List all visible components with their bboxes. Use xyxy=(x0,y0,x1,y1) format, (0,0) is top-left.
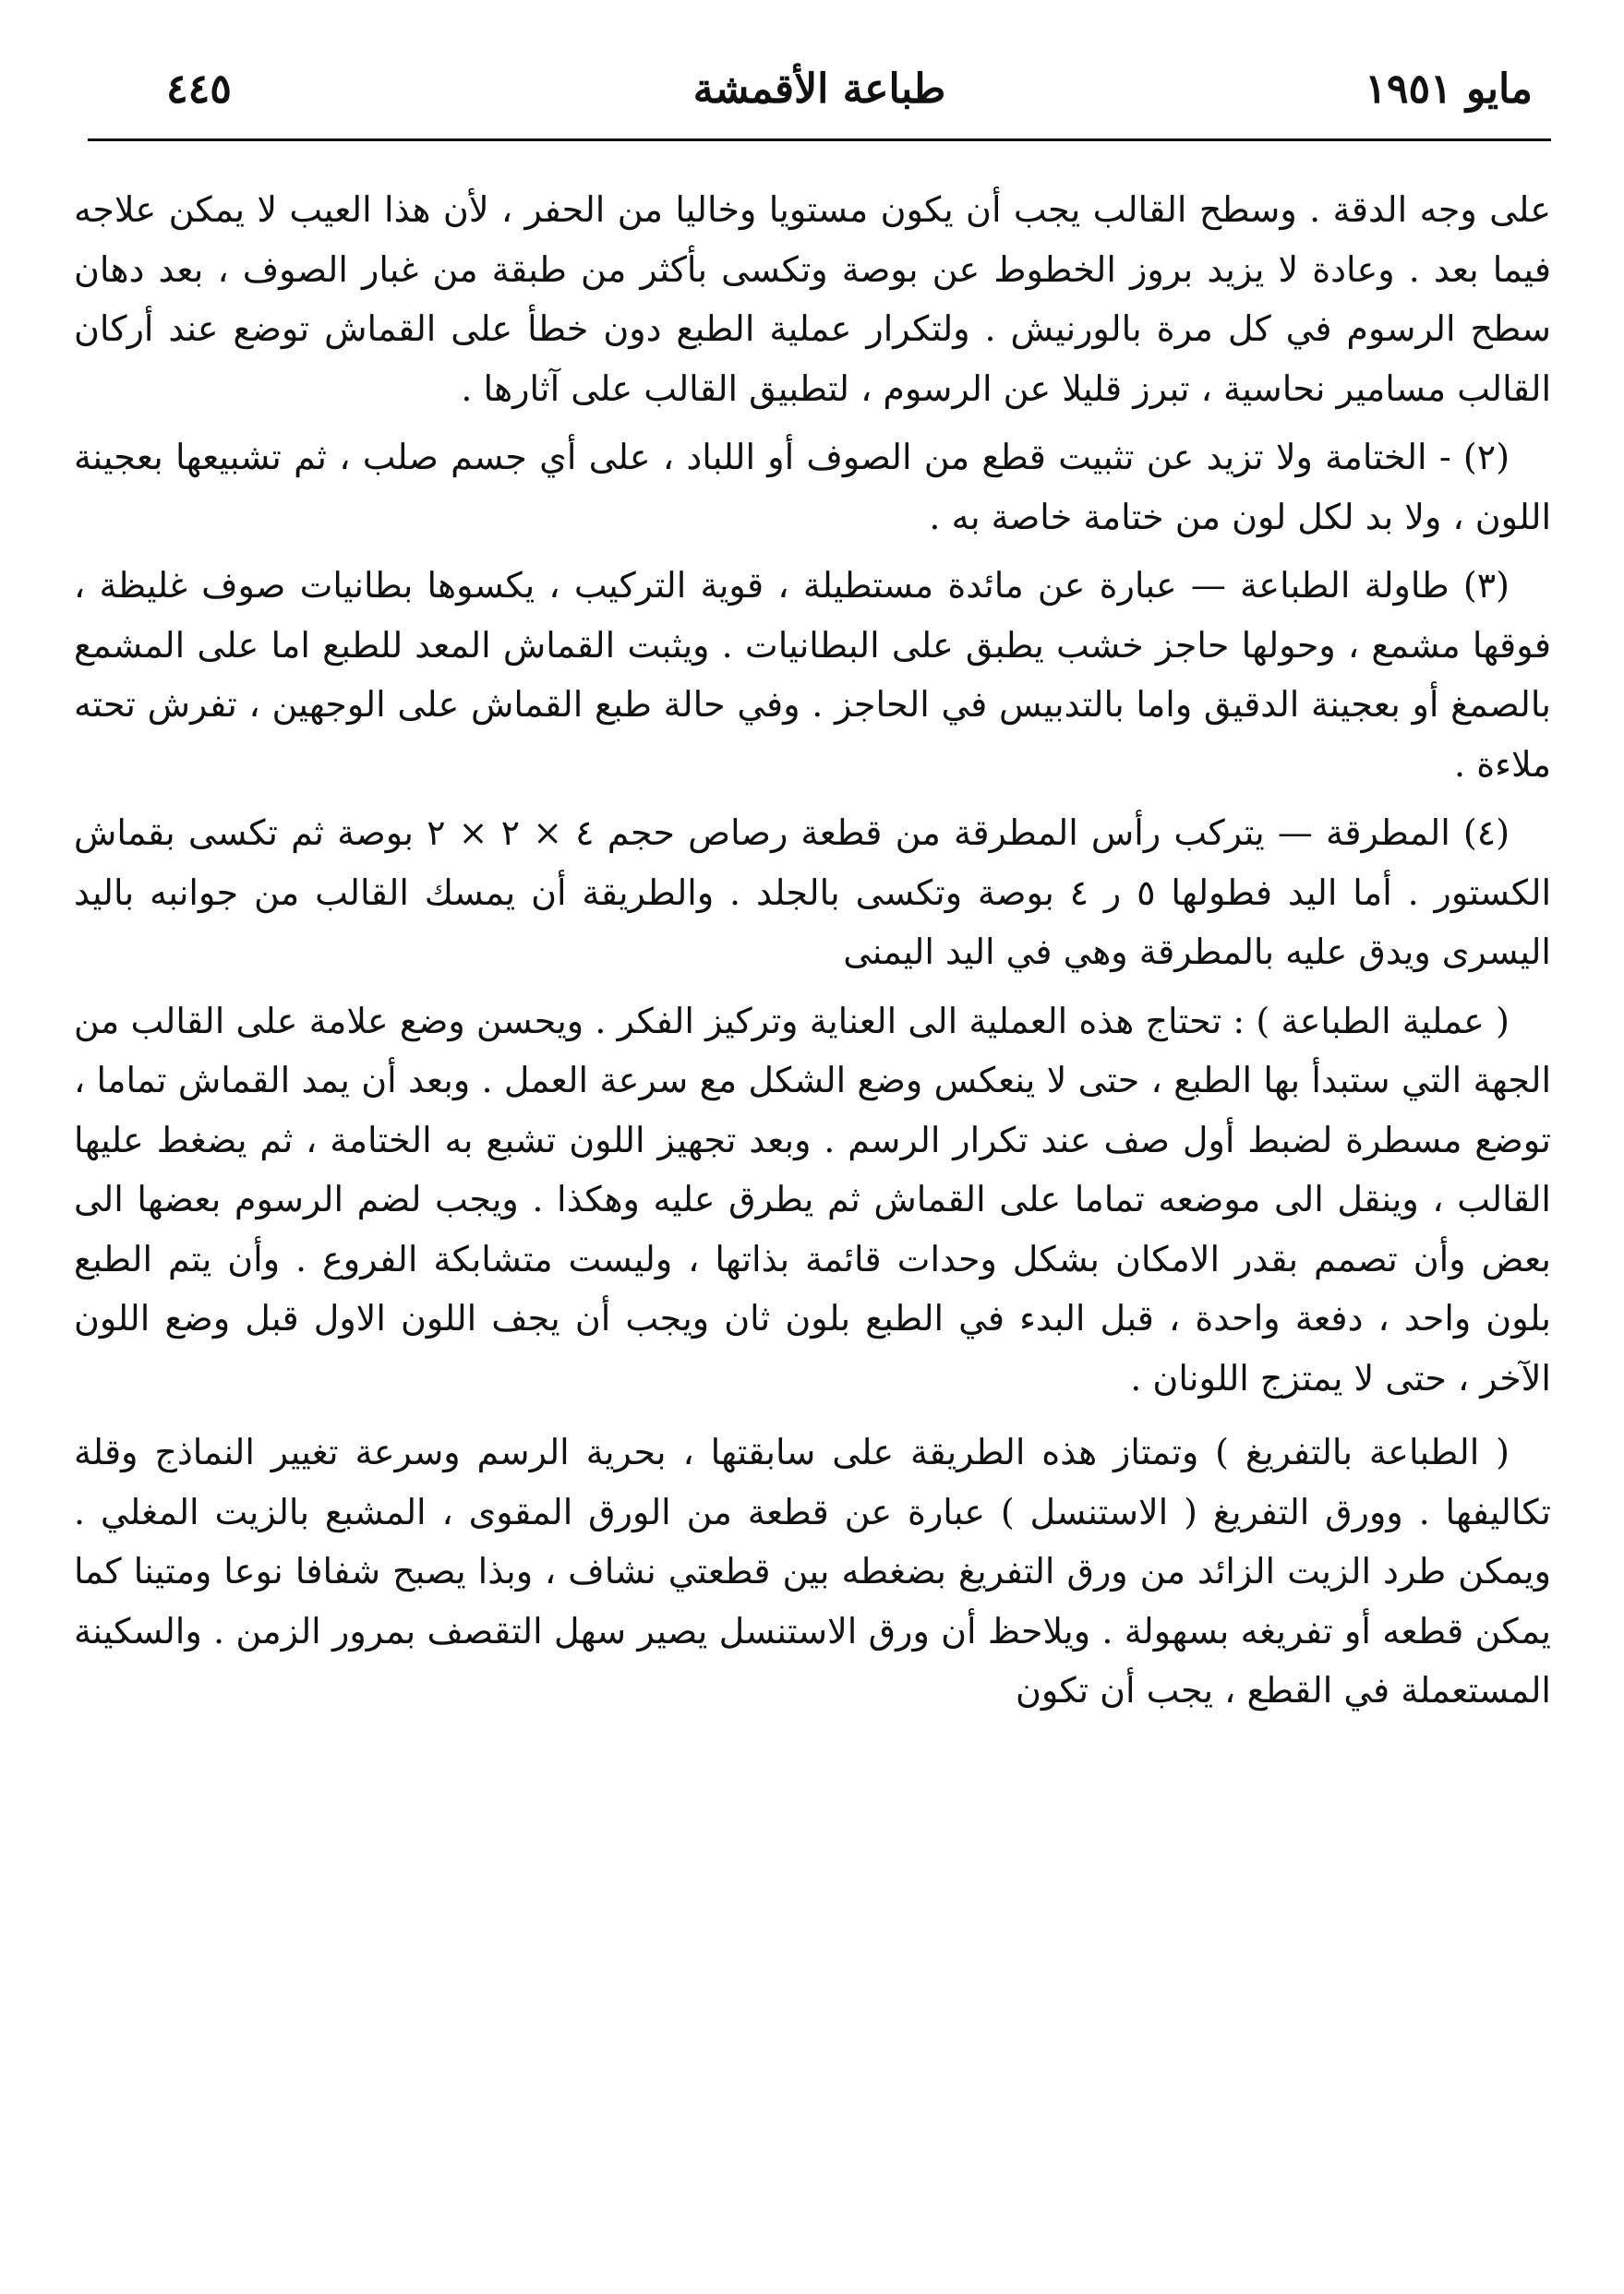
paragraph-printing-process: ( عملية الطباعة ) : تحتاج هذه العملية الى العناية وتركيز الفكر . ويحسن وضع علامة على القالب من الجهة التي ستبدأ بها الطبع ، حتى لا ينعكس وضع الشكل مع سرعة العمل . وبعد أن يمد القماش تماما ، توضع مسطرة لضبط أول صف عند تكرار الرسم . وبعد تجهيز اللون تشبع به الختامة ، ثم يضغط عليها القالب ، وينقل الى موضعه تماما على القماش ثم يطرق عليه وهكذا . ويجب لضم الرسوم بعضها الى بعض وأن تصمم بقدر الامكان بشكل وحدات قائمة بذاتها ، وليست متشابكة الفروع . وأن يتم الطبع بلون واحد ، دفعة واحدة ، قبل البدء في الطبع بلون ثان ويجب أن يجف اللون الاول قبل وضع اللون الآخر ، حتى لا يمتزج اللونان . xyxy=(74,1000,1552,1399)
article-body xyxy=(74,180,1551,1730)
running-header xyxy=(88,57,1551,122)
header-date: مايو ١٩٥١ xyxy=(1365,66,1533,113)
paragraph-block-surface: على وجه الدقة . وسطح القالب يجب أن يكون مستويا وخاليا من الحفر ، لأن هذا العيب لا يمكن علاجه فيما بعد . وعادة لا يزيد بروز الخطوط عن بوصة وتكسى بأكثر من طبقة من غبار الصوف ، بعد دهان سطح الرسوم في كل مرة بالورنيش . ولتكرار عملية الطبع دون خطأ على القماش توضع عند أركان القالب مسامير نحاسية ، تبرز قليلا عن الرسوم ، لتطبيق القالب على آثارها . xyxy=(74,189,1551,409)
header-title: طباعة الأقمشة xyxy=(692,66,946,113)
header-rule xyxy=(88,138,1551,141)
paragraph-stencil-printing: ( الطباعة بالتفريغ ) وتمتاز هذه الطريقة على سابقتها ، بحرية الرسم وسرعة تغيير النماذج وقلة تكاليفها . وورق التفريغ ( الاستنسل ) عبارة عن قطعة من الورق المقوى ، المشبع بالزيت المغلي . ويمكن طرد الزيت الزائد من ورق التفريغ بضغطه بين قطعتي نشاف ، وبذا يصبح شفافا نوعا ومتينا كما يمكن قطعه أو تفريغه بسهولة . ويلاحظ أن ورق الاستنسل يصير سهل التقصف بمرور الزمن . والسكينة المستعملة في القطع ، يجب أن تكون xyxy=(74,1432,1551,1711)
paragraph-print-table: (٣) طاولة الطباعة — عبارة عن مائدة مستطيلة ، قوية التركيب ، يكسوها بطانيات صوف غليظة ، فوقها مشمع ، وحولها حاجز خشب يطبق على البطانيات . ويثبت القماش المعد للطبع اما على المشمع بالصمغ أو بعجينة الدقيق واما بالتدبيس في الحاجز . وفي حالة طبع القماش على الوجهين ، تفرش تحته ملاءة . xyxy=(74,565,1551,785)
paragraph-hammer: (٤) المطرقة — يتركب رأس المطرقة من قطعة رصاص حجم ٤ × ٢ × ٢ بوصة ثم تكسى بقماش الكستور . أما اليد فطولها ٥ ر ٤ بوصة وتكسى بالجلد . والطريقة أن يمسك القالب من جوانبه باليد اليسرى ويدق عليه بالمطرقة وهي في اليد اليمنى xyxy=(74,812,1552,972)
page-number: ٤٤٥ xyxy=(166,66,232,113)
paragraph-stamp: (٢) - الختامة ولا تزيد عن تثبيت قطع من الصوف أو اللباد ، على أي جسم صلب ، ثم تشبيعها بعجينة اللون ، ولا بد لكل لون من ختامة خاصة به . xyxy=(74,437,1551,537)
